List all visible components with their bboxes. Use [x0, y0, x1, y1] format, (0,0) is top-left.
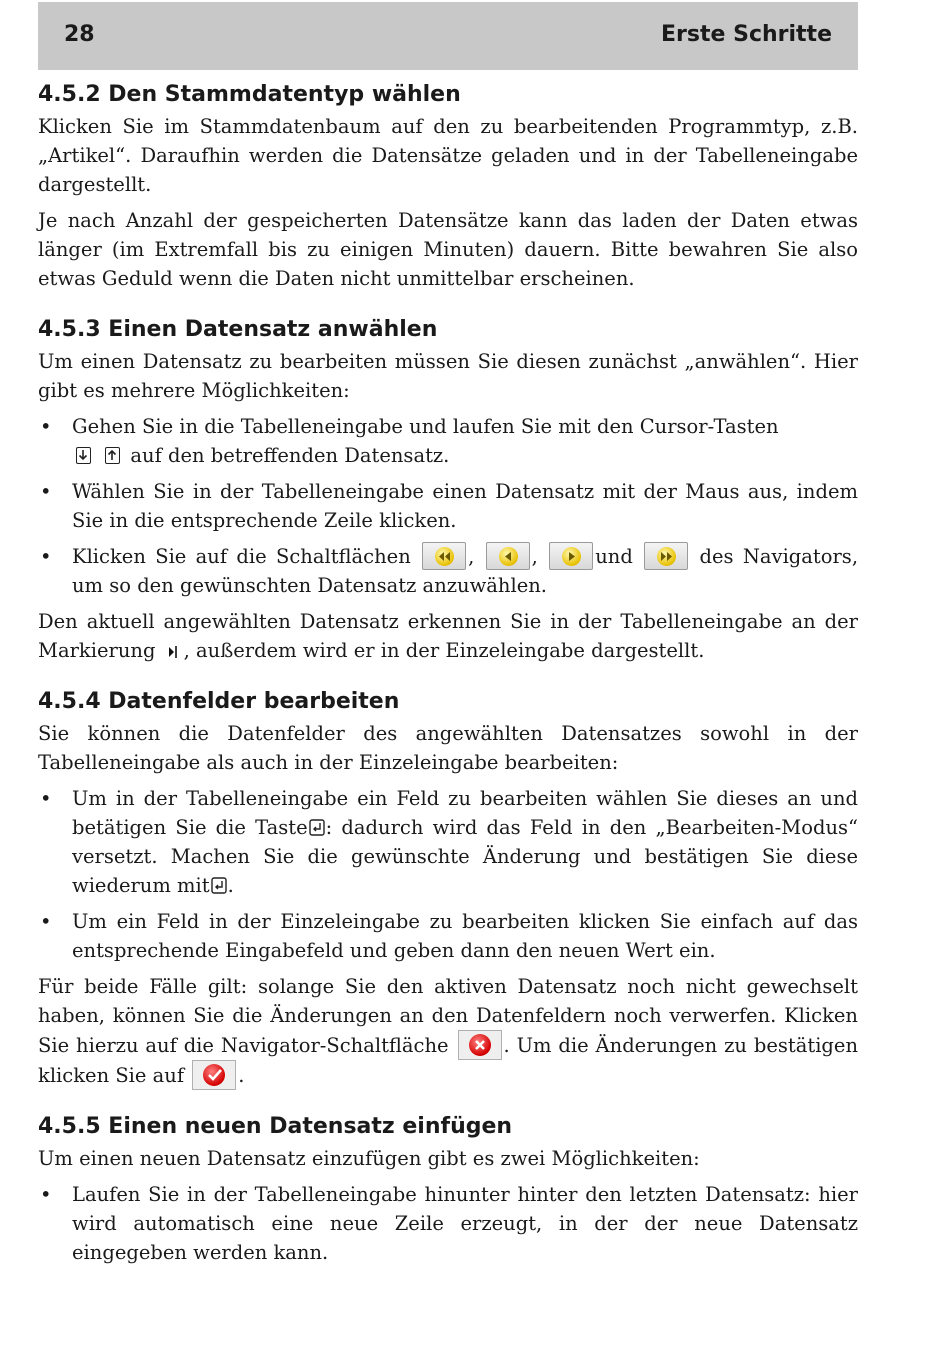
paragraph: Sie können die Datenfelder des angewählten Datensatzes sowohl in der Tabelleneingabe als auch in der Einzeleingabe bearbeiten: [38, 722, 858, 774]
arrow-down-key-icon [76, 447, 91, 464]
bullet-list [38, 784, 858, 965]
enter-key-icon [211, 873, 227, 890]
paragraph-text: Für beide Fälle gilt: solange Sie den aktiven Datensatz noch nicht gewechselt haben, können Sie die Änderungen an den Datenfeldern noch verwerfen. Klicken Sie hierzu auf die Navigator-Schaltfläche [38, 975, 858, 1057]
bullet: • [40, 415, 52, 438]
paragraph-text: , außerdem wird er in der Einzeleingabe dargestellt. [183, 639, 705, 662]
list-item [38, 1180, 858, 1267]
chapter-title: Erste Schritte [661, 22, 832, 47]
section-heading-4-5-4: 4.5.4 Datenfelder bearbeiten [38, 689, 400, 714]
paragraph-text: . [238, 1064, 245, 1087]
row-marker-icon [166, 639, 180, 657]
paragraph: Um einen Datensatz zu bearbeiten müssen Sie diesen zunächst „anwählen“. Hier gibt es mehrere Möglichkeiten: [38, 350, 858, 402]
list-item [38, 907, 858, 965]
bullet: • [40, 480, 52, 503]
bullet: • [40, 1183, 52, 1206]
paragraph-text: . Um die Änderungen zu bestätigen klicken Sie auf [38, 1034, 859, 1087]
list-item [38, 784, 858, 900]
nav-first-icon [422, 542, 466, 570]
page-header [38, 2, 858, 70]
nav-last-icon [644, 542, 688, 570]
bullet: • [40, 787, 52, 810]
list-item [38, 542, 858, 600]
list-item-text: Um ein Feld in der Einzeleingabe zu bearbeiten klicken Sie einfach auf das entsprechende Eingabefeld und geben dann den neuen Wert ein. [72, 910, 858, 962]
paragraph: Um einen neuen Datensatz einzufügen gibt es zwei Möglichkeiten: [38, 1147, 700, 1170]
post-icon [192, 1060, 236, 1090]
page-content [38, 78, 858, 1274]
bullet: • [40, 545, 52, 568]
bullet-list [38, 1180, 858, 1267]
paragraph [38, 607, 858, 665]
list-item-text: Laufen Sie in der Tabelleneingabe hinunter hinter den letzten Datensatz: hier wird automatisch eine neue Zeile erzeugt, in der der neue Datensatz eingegeben werden kann. [72, 1183, 858, 1264]
list-item-text: des Navigators, um so den gewünschten Datensatz anzuwählen. [72, 545, 859, 597]
comma: , [468, 545, 475, 568]
list-item-text: Um in der Tabelleneingabe ein Feld zu bearbeiten wählen Sie dieses an und betätigen Sie die Taste [72, 787, 858, 839]
paragraph-text: Den aktuell angewählten Datensatz erkennen Sie in der Tabelleneingabe an der Markierung [38, 610, 858, 662]
list-item-text: . [227, 874, 234, 897]
paragraph: Je nach Anzahl der gespeicherten Datensätze kann das laden der Daten etwas länger (im Extremfall bis zu einigen Minuten) dauern. Bitte bewahren Sie also etwas Geduld wenn die Daten nicht unmittelbar erscheinen. [38, 209, 858, 290]
section-heading-4-5-3: 4.5.3 Einen Datensatz anwählen [38, 317, 438, 342]
enter-key-icon [309, 815, 325, 832]
cancel-icon [458, 1030, 502, 1060]
list-item-text: und [595, 545, 633, 568]
section-heading-4-5-2: 4.5.2 Den Stammdatentyp wählen [38, 82, 461, 107]
list-item [38, 477, 858, 535]
bullet: • [40, 910, 52, 933]
list-item-text: Klicken Sie auf die Schaltflächen [72, 545, 411, 568]
page-number: 28 [64, 22, 95, 47]
list-item-text: auf den betreffenden Datensatz. [130, 444, 450, 467]
bullet-list [38, 412, 858, 600]
list-item [38, 412, 858, 470]
nav-prior-icon [486, 542, 530, 570]
list-item-text: : dadurch wird das Feld in den „Bearbeiten-Modus“ versetzt. Machen Sie die gewünschte Änderung und bestätigen Sie diese wiederum mit [72, 816, 858, 897]
section-heading-4-5-5: 4.5.5 Einen neuen Datensatz einfügen [38, 1114, 513, 1139]
arrow-up-key-icon [105, 447, 120, 464]
comma: , [531, 545, 538, 568]
nav-next-icon [549, 542, 593, 570]
paragraph [38, 972, 858, 1090]
list-item-text: Wählen Sie in der Tabelleneingabe einen Datensatz mit der Maus aus, indem Sie in die entsprechende Zeile klicken. [72, 480, 858, 532]
list-item-text: Gehen Sie in die Tabelleneingabe und laufen Sie mit den Cursor-Tasten [72, 415, 779, 438]
paragraph: Klicken Sie im Stammdatenbaum auf den zu bearbeitenden Programmtyp, z.B. „Artikel“. Daraufhin werden die Datensätze geladen und in der Tabelleneingabe dargestellt. [38, 115, 858, 196]
